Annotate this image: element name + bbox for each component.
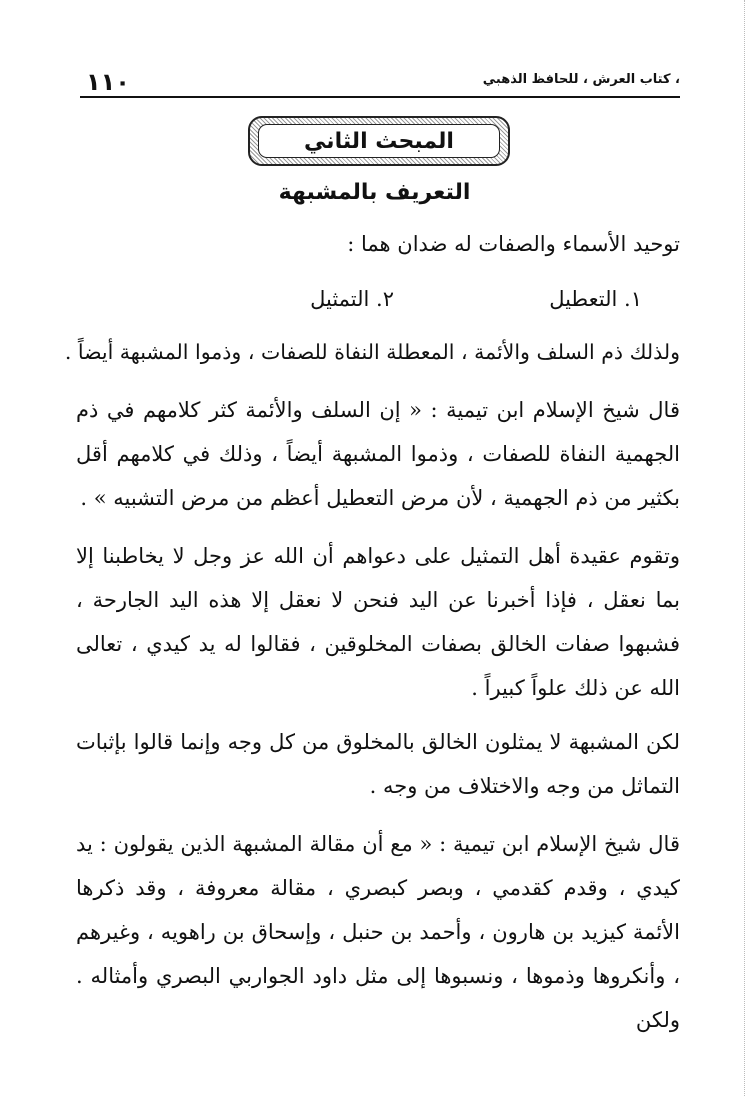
intro-line: توحيد الأسماء والصفات له ضدان هما :: [347, 232, 680, 256]
section-title: المبحث الثاني: [304, 128, 454, 154]
paragraph-1: ولذلك ذم السلف والأئمة ، المعطلة النفاة للصفات ، وذموا المشبهة أيضاً .: [64, 340, 680, 364]
page-number: ١١٠: [86, 68, 130, 96]
paragraph-5: قال شيخ الإسلام ابن تيمية : « مع أن مقالة المشبهة الذين يقولون : يد كيدي ، وقدم كقدمي ، وبصر كبصري ، مقالة معروفة ، وقد ذكرها الأئمة كيزيد بن هارون ، وأحمد بن حنبل ، وإسحاق بن راهويه ، وغيرهم ، وأنكروها وذموها ، ونسبوها إلى مثل داود الجواربي البصري وأمثاله . ولكن: [76, 832, 680, 1032]
paragraph-4: لكن المشبهة لا يمثلون الخالق بالمخلوق من كل وجه وإنما قالوا بإثبات التماثل من وجه والاختلاف من وجه .: [76, 730, 680, 798]
page-header: [80, 66, 680, 98]
page-edge: [744, 0, 745, 1096]
paragraph-2: قال شيخ الإسلام ابن تيمية : « إن السلف والأئمة كثر كلامهم في ذم الجهمية النفاة للصفات ، وذموا المشبهة أيضاً ، وذلك في كلامهم أقل بكثير من ذم الجهمية ، لأن مرض التعطيل أعظم من مرض التشبيه » .: [76, 398, 680, 510]
term-2: ٢. التمثيل: [310, 287, 394, 311]
paragraph-3: وتقوم عقيدة أهل التمثيل على دعواهم أن الله عز وجل لا يخاطبنا إلا بما نعقل ، فإذا أخبرنا عن اليد فنحن لا نعقل إلا هذه اليد الجارحة ، فشبهوا صفات الخالق بصفات المخلوقين ، فقالوا له يد كيدي ، تعالى الله عن ذلك علواً كبيراً .: [76, 544, 680, 700]
term-1: ١. التعطيل: [549, 287, 642, 311]
section-subtitle: التعريف بالمشبهة: [278, 180, 471, 205]
running-title: ، كتاب العرش ، للحافظ الذهبي: [482, 72, 680, 87]
section-title-frame: [248, 116, 510, 166]
section-title-inner: [258, 124, 500, 158]
